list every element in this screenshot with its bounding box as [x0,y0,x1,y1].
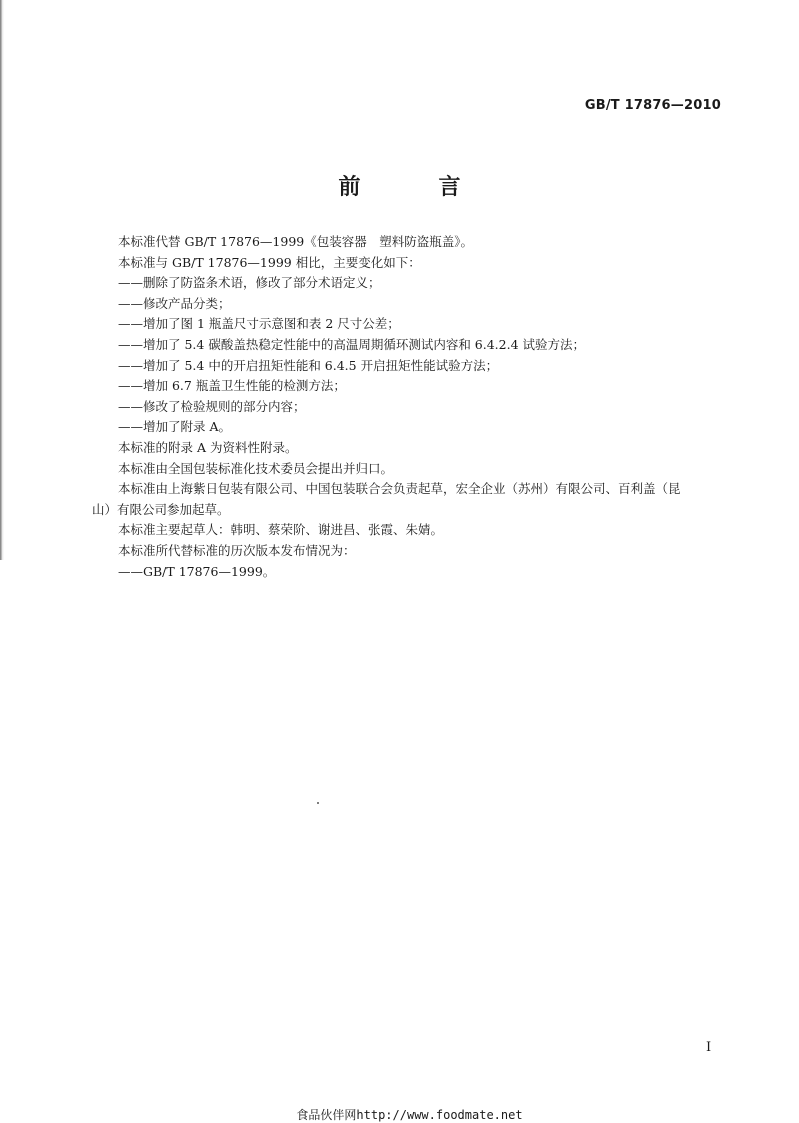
foreword-body [92,232,708,582]
foreword-line-history-intro: 本标准所代替标准的历次版本发布情况为： [118,542,356,558]
change-item-terms: ——删除了防盗条术语，修改了部分术语定义； [118,275,381,291]
change-item-inspection-rules: ——修改了检验规则的部分内容； [118,398,306,414]
foreword-line-drafting-orgs: 本标准由上海紫日包装有限公司、中国包装联合会负责起草，宏全企业（苏州）有限公司、百利盖（昆 [118,481,681,497]
foreword-line-drafters: 本标准主要起草人：韩明、蔡荣阶、谢进昌、张霞、朱婧。 [118,522,444,538]
standard-code-header: GB/T 17876—2010 [584,98,721,113]
change-item-figure-table: ——增加了图 1 瓶盖尺寸示意图和表 2 尺寸公差； [118,316,400,332]
change-item-classification: ——修改产品分类； [118,295,231,311]
change-item-annex: ——增加了附录 A。 [118,419,232,435]
foreword-line-annex-informative: 本标准的附录 A 为资料性附录。 [118,439,298,455]
footer-watermark: 食品伙伴网http://www.foodmate.net [296,1108,523,1122]
foreword-line-replaces: 本标准代替 GB/T 17876—1999《包装容器 塑料防盗瓶盖》。 [118,234,473,249]
scan-speck [317,802,319,804]
history-item-1999: ——GB/T 17876—1999。 [118,563,276,579]
foreword-line-proposed-by: 本标准由全国包装标准化技术委员会提出并归口。 [118,460,394,476]
page-title: 前 言 [338,175,489,200]
foreword-line-drafting-orgs-cont: 山）有限公司参加起草。 [92,501,230,517]
change-item-opening-torque: ——增加了 5.4 中的开启扭矩性能和 6.4.5 开启扭矩性能试验方法； [118,357,499,373]
page-number: I [706,1040,712,1055]
change-item-thermal-stability: ——增加了 5.4 碳酸盖热稳定性能中的高温周期循环测试内容和 6.4.2.4 试验方法； [118,336,586,352]
scan-edge-shadow [0,0,4,560]
foreword-line-changes-intro: 本标准与 GB/T 17876—1999 相比，主要变化如下： [118,254,421,270]
change-item-hygiene: ——增加 6.7 瓶盖卫生性能的检测方法； [118,378,346,394]
